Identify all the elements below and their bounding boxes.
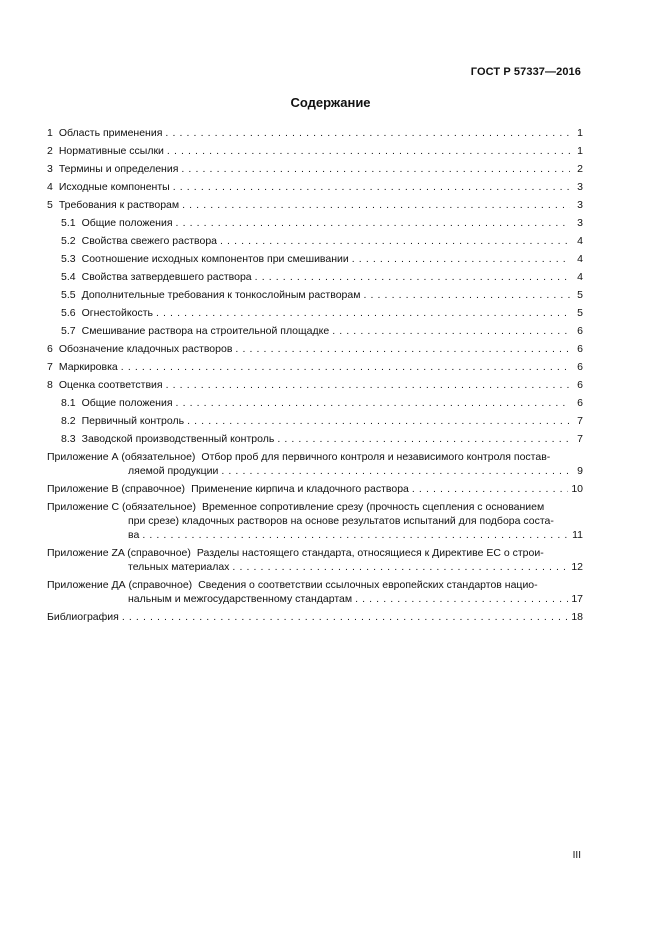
toc-entry-annex[interactable] — [47, 500, 583, 542]
leader-dots — [221, 464, 570, 478]
toc-entry-annex[interactable] — [47, 450, 583, 478]
annex-title-line: при срезе) кладочных растворов на основе результатов испытаний для подбора соста- — [128, 515, 554, 527]
toc-entry-page: 4 — [577, 253, 583, 265]
leader-dots — [142, 528, 569, 542]
toc-entry-page: 6 — [577, 397, 583, 409]
leader-dots — [220, 234, 570, 248]
annex-title: Применение кирпича и кладочного раствора — [191, 483, 409, 495]
annex-prefix: Приложение ДА (справочное) — [47, 579, 193, 591]
toc-entry[interactable] — [47, 234, 583, 252]
annex-title-line: тельных материалах — [128, 561, 230, 573]
toc-entry-text: Дополнительные требования к тонкослойным растворам — [81, 289, 361, 301]
toc-entry-text: Свойства затвердевшего раствора — [81, 271, 252, 283]
toc-entry-number: 4 — [47, 181, 53, 193]
leader-dots — [176, 216, 570, 230]
toc-entry-text: Свойства свежего раствора — [81, 235, 218, 247]
toc-entry-number: 5.4 — [61, 271, 76, 283]
toc-entry-text: Библиография — [47, 611, 119, 623]
toc-entry[interactable] — [47, 162, 583, 180]
toc-entry[interactable] — [47, 306, 583, 324]
leader-dots — [277, 432, 570, 446]
table-of-contents — [47, 126, 583, 628]
annex-title-line: ва — [128, 529, 140, 541]
toc-entry-number: 3 — [47, 163, 53, 175]
toc-entry[interactable] — [47, 144, 583, 162]
toc-entry-text: Общие положения — [81, 217, 173, 229]
toc-entry-bibliography[interactable] — [47, 610, 583, 628]
toc-entry-number: 8.2 — [61, 415, 76, 427]
toc-entry-page: 5 — [577, 289, 583, 301]
toc-entry-page: 9 — [577, 465, 583, 477]
toc-entry[interactable] — [47, 324, 583, 342]
standard-header: ГОСТ Р 57337—2016 — [470, 66, 581, 78]
page-number: III — [572, 850, 581, 861]
leader-dots — [122, 610, 568, 624]
toc-entry-number: 6 — [47, 343, 53, 355]
toc-entry[interactable] — [47, 216, 583, 234]
annex-prefix: Приложение С (обязательное) — [47, 501, 196, 513]
toc-entry-text: Исходные компоненты — [58, 181, 170, 193]
leader-dots — [255, 270, 570, 284]
toc-entry-page: 3 — [577, 217, 583, 229]
toc-entry-number: 5.6 — [61, 307, 76, 319]
toc-entry-page: 6 — [577, 325, 583, 337]
toc-entry-page: 4 — [577, 271, 583, 283]
annex-prefix: Приложение В (справочное) — [47, 483, 186, 495]
toc-entry[interactable] — [47, 180, 583, 198]
toc-entry-number: 8.1 — [61, 397, 76, 409]
toc-entry[interactable] — [47, 414, 583, 432]
toc-entry-page: 5 — [577, 307, 583, 319]
toc-entry[interactable] — [47, 288, 583, 306]
toc-entry-page: 18 — [571, 611, 583, 623]
leader-dots — [187, 414, 570, 428]
annex-title-line: Временное сопротивление срезу (прочность сцепления с основанием — [201, 501, 545, 513]
toc-entry[interactable] — [47, 270, 583, 288]
leader-dots — [181, 162, 570, 176]
toc-entry-page: 6 — [577, 361, 583, 373]
toc-entry-text: Смешивание раствора на строительной площадке — [81, 325, 330, 337]
page-title: Содержание — [290, 95, 371, 110]
toc-entry-text: Требования к растворам — [58, 199, 180, 211]
leader-dots — [121, 360, 570, 374]
toc-entry-number: 5.5 — [61, 289, 76, 301]
toc-entry-number: 5.7 — [61, 325, 76, 337]
toc-entry-number: 1 — [47, 127, 53, 139]
annex-title-line: Разделы настоящего стандарта, относящиеся к Директиве ЕС о строи- — [196, 547, 544, 559]
toc-entry-text: Общие положения — [81, 397, 173, 409]
toc-entry-page: 3 — [577, 199, 583, 211]
toc-entry-page: 11 — [572, 529, 583, 541]
toc-entry[interactable] — [47, 378, 583, 396]
annex-prefix: Приложение А (обязательное) — [47, 451, 196, 463]
toc-entry[interactable] — [47, 252, 583, 270]
annex-list — [47, 450, 583, 606]
leader-dots — [363, 288, 570, 302]
toc-entry-number: 8.3 — [61, 433, 76, 445]
annex-title-line: нальным и межгосударственному стандартам — [128, 593, 353, 605]
leader-dots — [173, 180, 570, 194]
toc-entry-annex[interactable] — [47, 546, 583, 574]
leader-dots — [332, 324, 570, 338]
leader-dots — [355, 592, 568, 606]
toc-entry-page: 1 — [577, 127, 583, 139]
toc-entry-text: Оценка соответствия — [58, 379, 163, 391]
toc-entry-number: 5.2 — [61, 235, 76, 247]
leader-dots — [352, 252, 570, 266]
toc-entry-text: Первичный контроль — [81, 415, 185, 427]
toc-entry-page: 2 — [577, 163, 583, 175]
toc-entry-number: 5.3 — [61, 253, 76, 265]
toc-entry-number: 2 — [47, 145, 53, 157]
toc-entry-page: 1 — [577, 145, 583, 157]
toc-entry-page: 6 — [577, 343, 583, 355]
annex-title-line: Сведения о соответствии ссылочных европейских стандартов нацио- — [198, 579, 538, 591]
toc-list — [47, 126, 583, 450]
toc-entry[interactable] — [47, 396, 583, 414]
toc-entry-text: Нормативные ссылки — [58, 145, 164, 157]
leader-dots — [182, 198, 570, 212]
toc-entry-text: Огнестойкость — [81, 307, 153, 319]
toc-entry-text: Термины и определения — [58, 163, 179, 175]
annex-prefix: Приложение ZA (справочное) — [47, 547, 191, 559]
toc-entry[interactable] — [47, 432, 583, 450]
toc-entry-number: 5 — [47, 199, 53, 211]
toc-entry-text: Область применения — [58, 127, 163, 139]
leader-dots — [165, 126, 570, 140]
toc-entry-number: 5.1 — [61, 217, 76, 229]
leader-dots — [176, 396, 570, 410]
annex-title-line: ляемой продукции — [128, 465, 219, 477]
toc-entry-annex[interactable] — [47, 578, 583, 606]
toc-entry-page: 12 — [571, 561, 583, 573]
leader-dots — [167, 144, 570, 158]
toc-entry[interactable] — [47, 126, 583, 144]
toc-entry-text: Маркировка — [58, 361, 118, 373]
toc-entry[interactable] — [47, 342, 583, 360]
leader-dots — [235, 342, 570, 356]
leader-dots — [232, 560, 568, 574]
toc-entry-page: 4 — [577, 235, 583, 247]
toc-entry-page: 7 — [577, 433, 583, 445]
toc-entry-page: 17 — [571, 593, 583, 605]
toc-entry[interactable] — [47, 360, 583, 378]
toc-entry-page: 3 — [577, 181, 583, 193]
toc-entry-page: 7 — [577, 415, 583, 427]
annex-title-line: Отбор проб для первичного контроля и независимого контроля постав- — [201, 451, 551, 463]
toc-entry-page: 6 — [577, 379, 583, 391]
leader-dots — [156, 306, 570, 320]
toc-entry-text: Заводской производственный контроль — [81, 433, 275, 445]
toc-entry-number: 7 — [47, 361, 53, 373]
toc-entry-text: Соотношение исходных компонентов при смешивании — [81, 253, 349, 265]
leader-dots — [166, 378, 570, 392]
leader-dots — [412, 482, 568, 496]
toc-entry-text: Обозначение кладочных растворов — [58, 343, 233, 355]
toc-entry[interactable] — [47, 198, 583, 216]
toc-entry-page: 10 — [571, 483, 583, 495]
toc-entry-annex[interactable] — [47, 482, 583, 496]
toc-entry-number: 8 — [47, 379, 53, 391]
